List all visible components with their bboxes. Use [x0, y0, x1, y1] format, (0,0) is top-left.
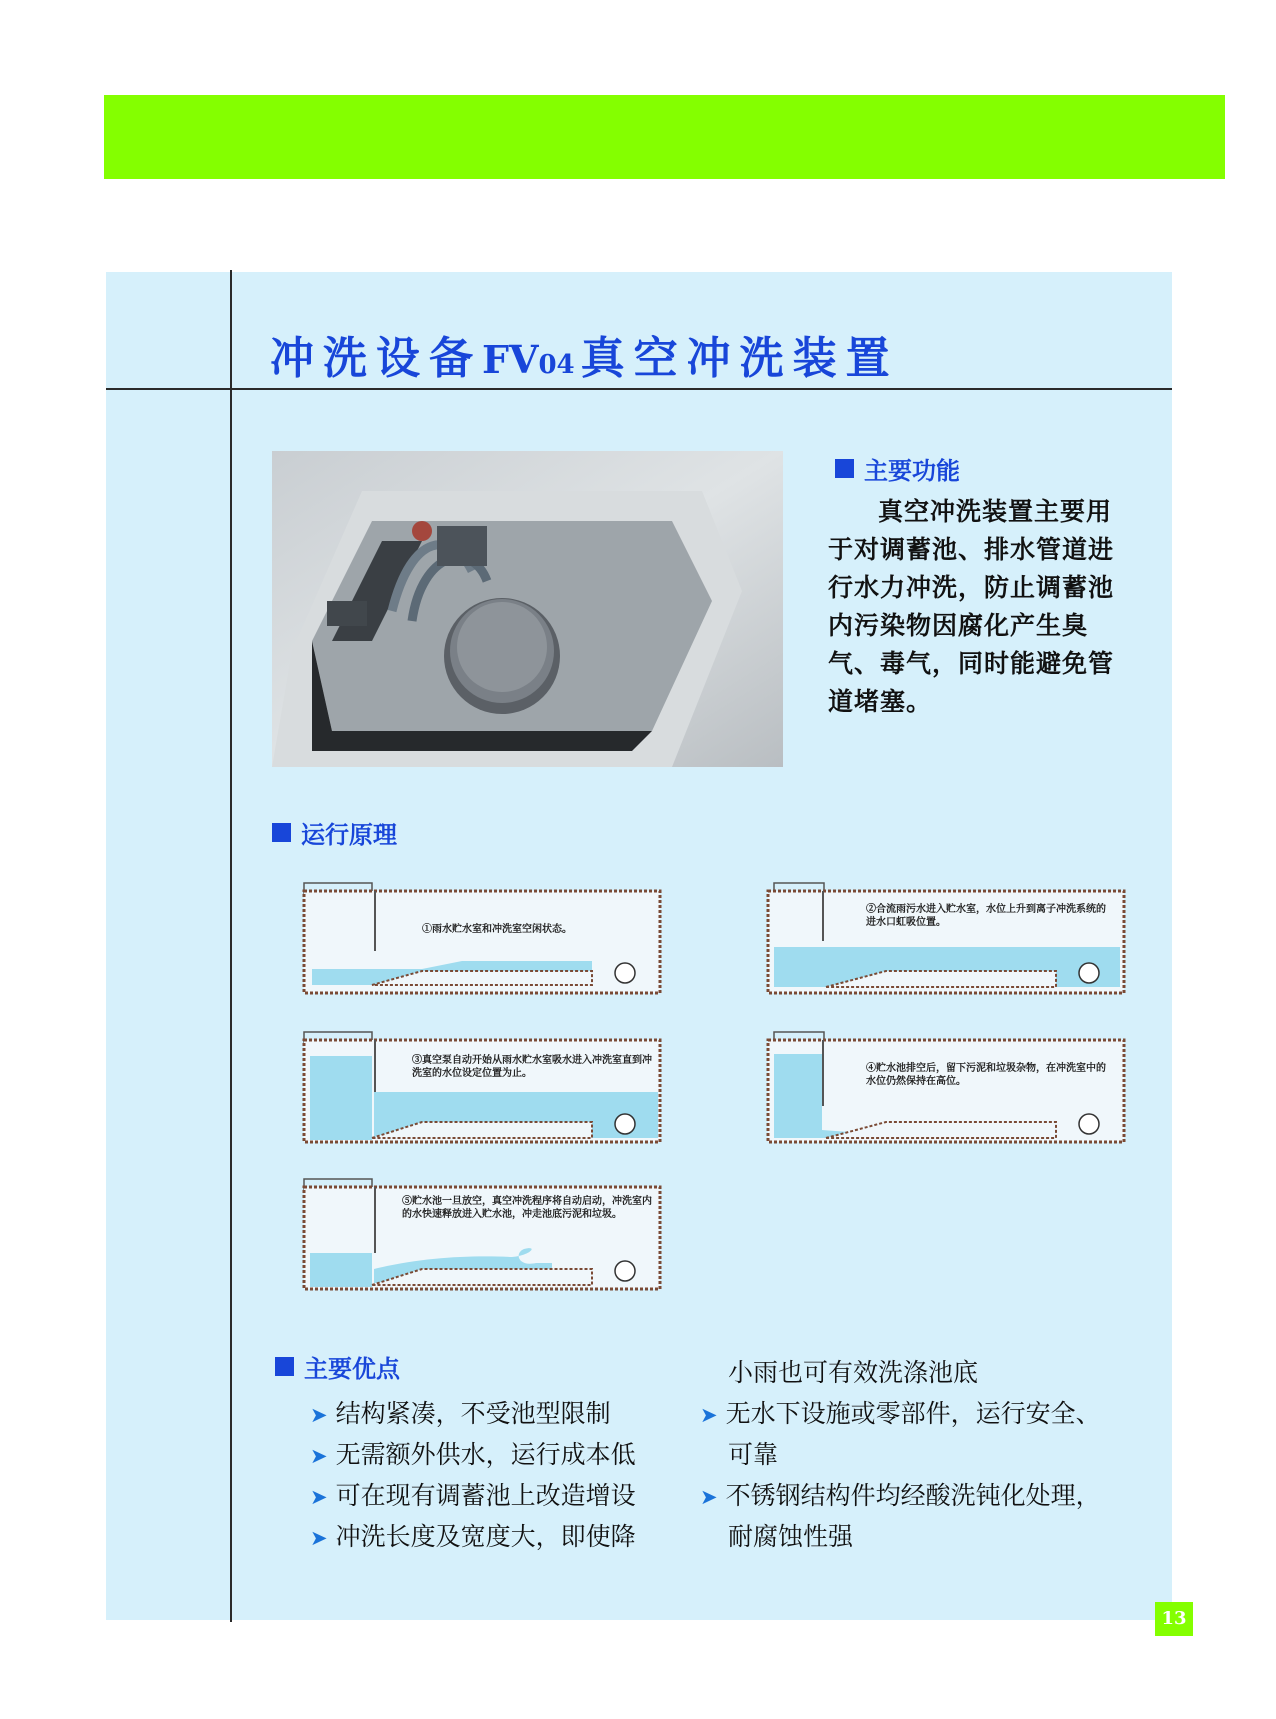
- diagram-4-caption: ④贮水池排空后，留下污泥和垃圾杂物，在冲洗室中的水位仍然保持在高位。: [866, 1063, 1106, 1087]
- product-photo: [272, 451, 783, 767]
- principle-heading: 运行原理: [272, 815, 397, 850]
- diagram-1-caption: ①雨水贮水室和冲洗室空闲状态。: [422, 924, 572, 935]
- advantage-item: ➤ 可在现有调蓄池上改造增设: [310, 1481, 636, 1510]
- arrow-right-icon: ➤: [310, 1444, 328, 1468]
- diagram-3-caption: ③真空泵自动开始从雨水贮水室吸水进入冲洗室直到冲洗室的水位设定位置为止。: [412, 1055, 652, 1079]
- arrow-right-icon: ➤: [700, 1403, 718, 1427]
- advantage-item-continuation: 耐腐蚀性强: [728, 1522, 854, 1551]
- title-rule-horizontal: [106, 388, 1172, 390]
- advantage-item: ➤ 无水下设施或零部件，运行安全、: [700, 1399, 1101, 1428]
- advantage-continuation: 小雨也可有效洗涤池底: [728, 1358, 979, 1387]
- advantage-item: ➤ 冲洗长度及宽度大，即使降: [310, 1522, 636, 1551]
- advantages-heading: 主要优点: [275, 1349, 400, 1384]
- flow-diagram-4: [766, 1030, 1128, 1146]
- title-main: 冲洗设备: [270, 333, 482, 384]
- arrow-right-icon: ➤: [310, 1526, 328, 1550]
- heading-square-icon: [835, 459, 854, 478]
- heading-square-icon: [275, 1357, 294, 1376]
- flow-diagram-2: [766, 881, 1128, 997]
- page-title: [270, 322, 899, 386]
- function-text: 真空冲洗装置主要用于对调蓄池、排水管道进行水力冲洗，防止调蓄池内污染物因腐化产生臭气、毒气，同时能避免管道堵塞。: [828, 497, 1115, 716]
- page-number: 13: [1155, 1602, 1193, 1636]
- advantage-item: ➤ 结构紧凑，不受池型限制: [310, 1399, 611, 1428]
- title-code-sub: 04: [538, 350, 575, 380]
- advantage-item-continuation: 可靠: [728, 1440, 779, 1469]
- diagram-2-caption: ②合流雨污水进入贮水室，水位上升到离子冲洗系统的进水口虹吸位置。: [866, 904, 1106, 928]
- margin-rule-vertical: [230, 270, 232, 1622]
- flow-diagram-5: [302, 1177, 664, 1293]
- diagram-5-caption: ⑤贮水池一旦放空，真空冲洗程序将自动启动，冲洗室内的水快速释放进入贮水池，冲走池底污泥和垃圾。: [402, 1196, 652, 1220]
- advantages-list-left: [310, 1393, 636, 1557]
- heading-square-icon: [272, 823, 291, 842]
- advantages-list-right: [700, 1393, 1101, 1557]
- arrow-right-icon: ➤: [700, 1485, 718, 1509]
- advantage-item: ➤ 无需额外供水，运行成本低: [310, 1440, 636, 1469]
- title-code: FV: [482, 337, 539, 382]
- flow-diagram-1: [302, 881, 664, 997]
- function-heading: 主要功能: [835, 451, 960, 486]
- top-green-band: [104, 95, 1225, 179]
- arrow-right-icon: ➤: [310, 1403, 328, 1427]
- arrow-right-icon: ➤: [310, 1485, 328, 1509]
- title-rest: 真空冲洗装置: [580, 333, 899, 384]
- flow-diagram-3: [302, 1030, 664, 1146]
- advantage-item: ➤ 不锈钢结构件均经酸洗钝化处理，: [700, 1481, 1101, 1510]
